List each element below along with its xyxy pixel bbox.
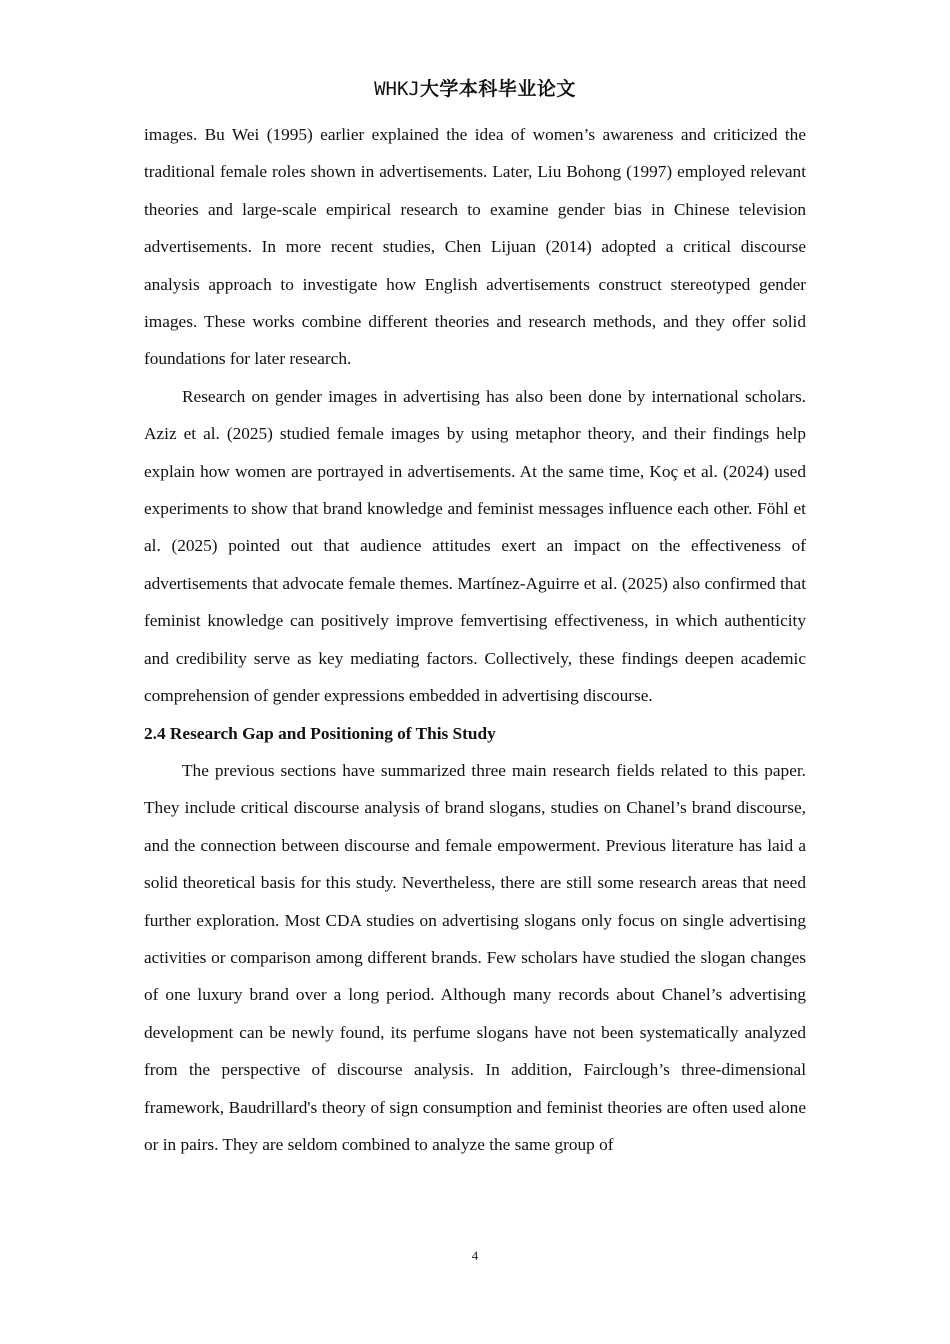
running-header xyxy=(0,74,950,101)
paragraph-international-scholars: Research on gender images in advertising has also been done by international scholars. Aziz et al. (2025) studied female images by using metaphor theory, and their findings help explain how women are portrayed in advertisements. At the same time, Koç et al. (2024) used experiments to show that brand knowledge and feminist messages influence each other. Föhl et al. (2025) pointed out that audience attitudes exert an impact on the effectiveness of advertisements that advocate female themes. Martínez-Aguirre et al. (2025) also confirmed that feminist knowledge can positively improve femvertising effectiveness, in which authenticity and credibility serve as key mediating factors. Collectively, these findings deepen academic comprehension of gender expressions embedded in advertising discourse. xyxy=(144,386,806,706)
body-text xyxy=(144,116,806,1163)
paragraph-continued: images. Bu Wei (1995) earlier explained the idea of women’s awareness and criticized the traditional female roles shown in advertisements. Later, Liu Bohong (1997) employed relevant theories and large-scale empirical research to examine gender bias in Chinese television advertisements. In more recent studies, Chen Lijuan (2014) adopted a critical discourse analysis approach to investigate how English advertisements construct stereotyped gender images. These works combine different theories and research methods, and they offer solid foundations for later research. xyxy=(144,125,806,369)
section-heading: 2.4 Research Gap and Positioning of This Study xyxy=(144,723,496,743)
header-latin-text: WHKJ xyxy=(374,78,420,100)
page-number: 4 xyxy=(471,1248,479,1263)
paragraph-research-gap: The previous sections have summarized three main research fields related to this paper. They include critical discourse analysis of brand slogans, studies on Chanel’s brand discourse, and the connection between discourse and female empowerment. Previous literature has laid a solid theoretical basis for this study. Nevertheless, there are still some research areas that need further exploration. Most CDA studies on advertising slogans only focus on single advertising activities or comparison among different brands. Few scholars have studied the slogan changes of one luxury brand over a long period. Although many records about Chanel’s advertising development can be newly found, its perfume slogans have not been systematically analyzed from the perspective of discourse analysis. In addition, Fairclough’s three-dimensional framework, Baudrillard's theory of sign consumption and feminist theories are often used alone or in pairs. They are seldom combined to analyze the same group of xyxy=(144,760,806,1154)
header-chinese-text: 大学本科毕业论文 xyxy=(419,78,576,100)
